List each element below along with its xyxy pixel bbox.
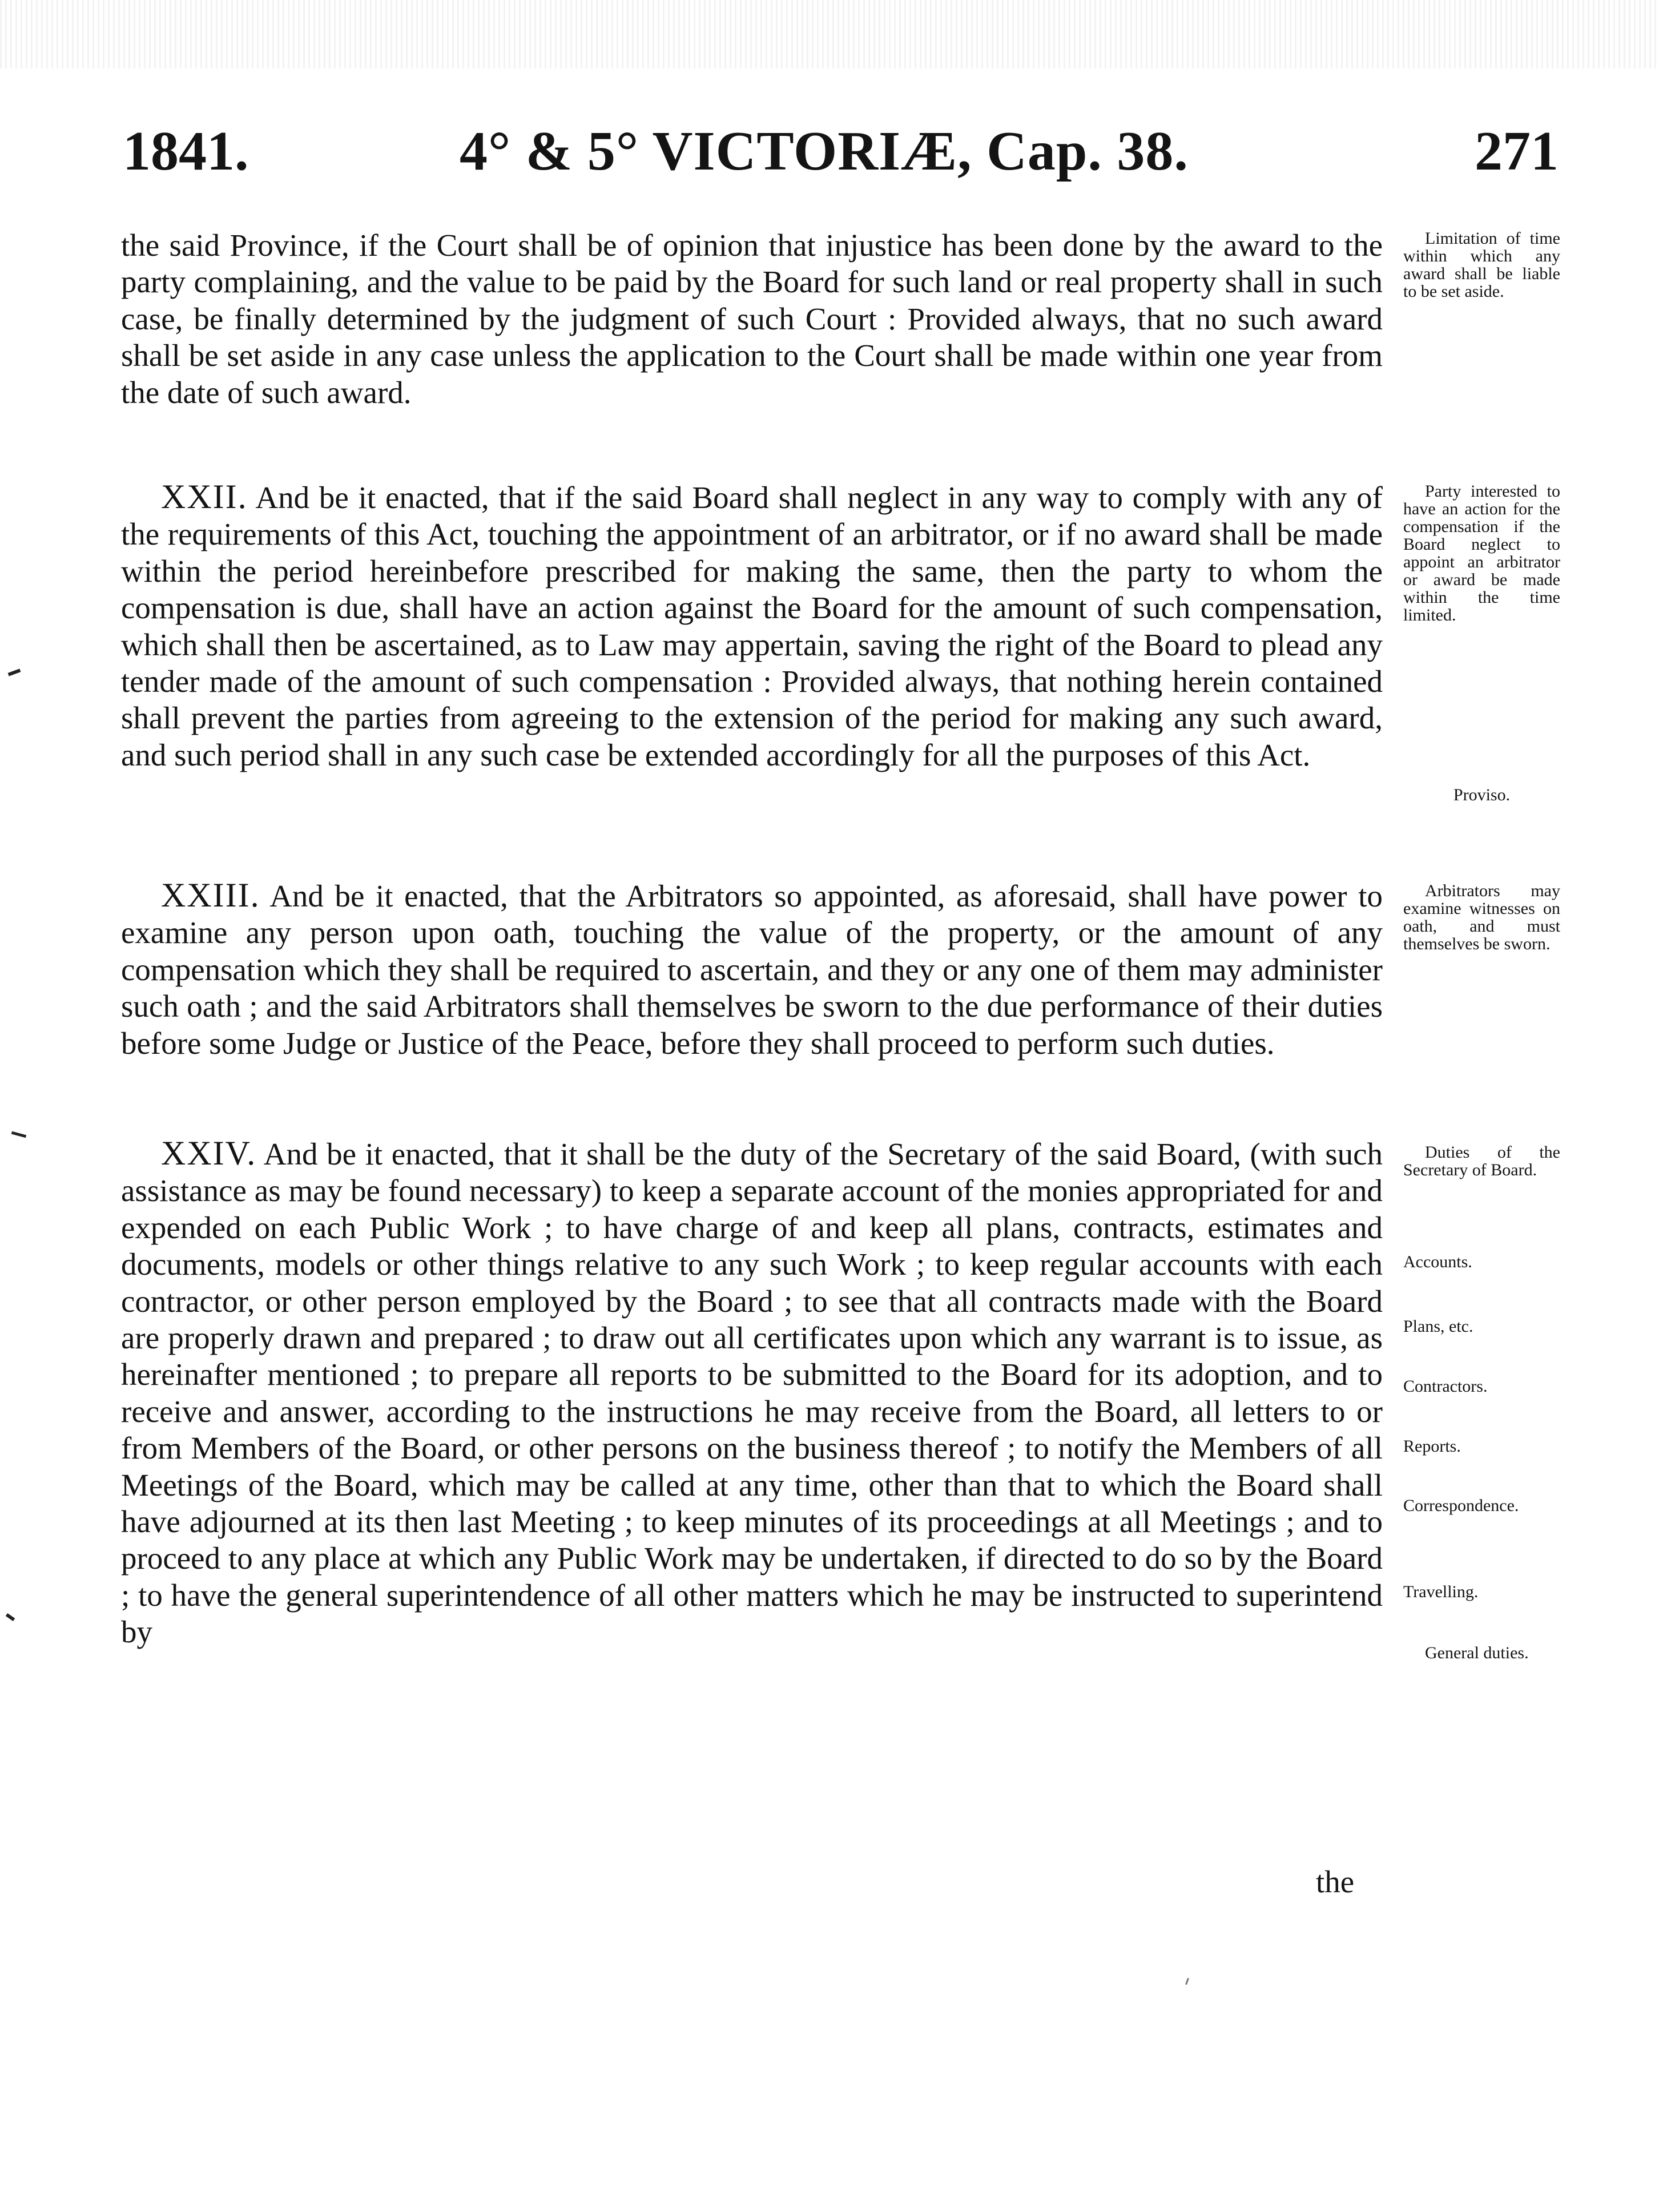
margin-note-arbitrators: Arbitrators may examine witnesses on oath, and must themselves be sworn. [1403,881,1560,953]
section-number: XXIV. [161,1134,257,1172]
margin-note-proviso: Proviso. [1453,785,1511,804]
section-number: XXII. [161,478,248,515]
paragraph-text: And be it enacted, that it shall be the duty of the Secretary of the said Board, (with such assistance as may be found necessary) to keep a separate account of the monies appropriated for and expended on each Public Work ; to have charge of and keep all plans, contracts, estimates and documents, models or other things relative to any such Work ; to keep regular accounts with each contractor, or other person employed by the Board ; to see that all contracts made with the Board are properly drawn and prepared ; to draw out all certificates upon which any warrant is to issue, as hereinafter mentioned ; to prepare all reports to be submitted to the Board for its adoption, and to receive and answer, according to the instructions he may receive from the Board, all letters to or from Members of the Board, or other persons on the business thereof ; to notify the Members of all Meetings of the Board, which may be called at any time, other than that to which the Board shall have adjourned at its then last Meeting ; to keep minutes of its proceedings at all Meetings ; and to proceed to any place at which any Public Work may be undertaken, if directed to do so by the Board ; to have the general superintendence of all other matters which he may be instructed to superintend by [121,1137,1383,1650]
margin-note-correspondence: Correspondence. [1403,1496,1519,1515]
section-xxii [121,478,1383,773]
catchword: the [1316,1864,1355,1899]
margin-note-duties: Duties of the Secretary of Board. [1403,1143,1560,1179]
margin-note-travelling: Travelling. [1403,1582,1479,1601]
header-title: 4° & 5° VICTORIÆ, Cap. 38. [460,120,1189,182]
margin-note-general-duties: General duties. [1425,1643,1529,1662]
section-xxiv [121,1135,1383,1651]
margin-note-limitation: Limitation of time within which any award shall be liable to be set aside. [1403,229,1560,301]
paragraph-continuation [121,227,1383,411]
paragraph-text: And be it enacted, that if the said Board shall neglect in any way to comply with any of the requirements of this Act, touching the appointment of an arbitrator, or if no award shall be made within the period hereinbefore prescribed for making the same, then the party to whom the compensation is due, shall have an action against the Board for the amount of such compensation, which shall then be ascertained, as to Law may appertain, saving the right of the Board to plead any tender made of the amount of such compensation : Provided always, that nothing herein contained shall prevent the parties from agreeing to the extension of the period for making any such award, and such period shall in any such case be extended accordingly for all the purposes of this Act. [121,480,1383,772]
section-number: XXIII. [161,876,260,914]
scan-mark [6,1613,15,1621]
margin-note-plans: Plans, etc. [1403,1317,1473,1336]
margin-note-reports: Reports. [1403,1437,1461,1456]
scan-edge-strip [0,0,1659,69]
margin-note-accounts: Accounts. [1403,1252,1472,1271]
page-number: 271 [1475,120,1559,182]
margin-note-party-interested: Party interested to have an action for the compensation if the Board neglect to appoint an arbitrator or award be made within the time limited. [1403,482,1560,624]
margin-note-contractors: Contractors. [1403,1377,1488,1396]
scan-mark [11,1131,26,1138]
paragraph-text: the said Province, if the Court shall be of opinion that injustice has been done by the award to the party complaining, and the value to be paid by the Board for such land or real property shall in such case, be finally determined by the judgment of such Court : Provided always, that no such award shall be set aside in any case unless the application to the Court shall be made within one year from the date of such award. [121,228,1383,410]
section-xxiii [121,877,1383,1062]
paragraph-text: And be it enacted, that the Arbitrators so appointed, as aforesaid, shall have power to examine any person upon oath, touching the value of the property, or the amount of any compensation which they shall be required to ascertain, and they or any one of them may administer such oath ; and the said Arbitrators shall themselves be sworn to the due performance of their duties before some Judge or Justice of the Peace, before they shall proceed to perform such duties. [121,879,1383,1061]
scan-mark [8,668,21,676]
header-year: 1841. [123,120,249,182]
scan-mark [1185,1978,1189,1985]
page-header [123,111,1559,191]
